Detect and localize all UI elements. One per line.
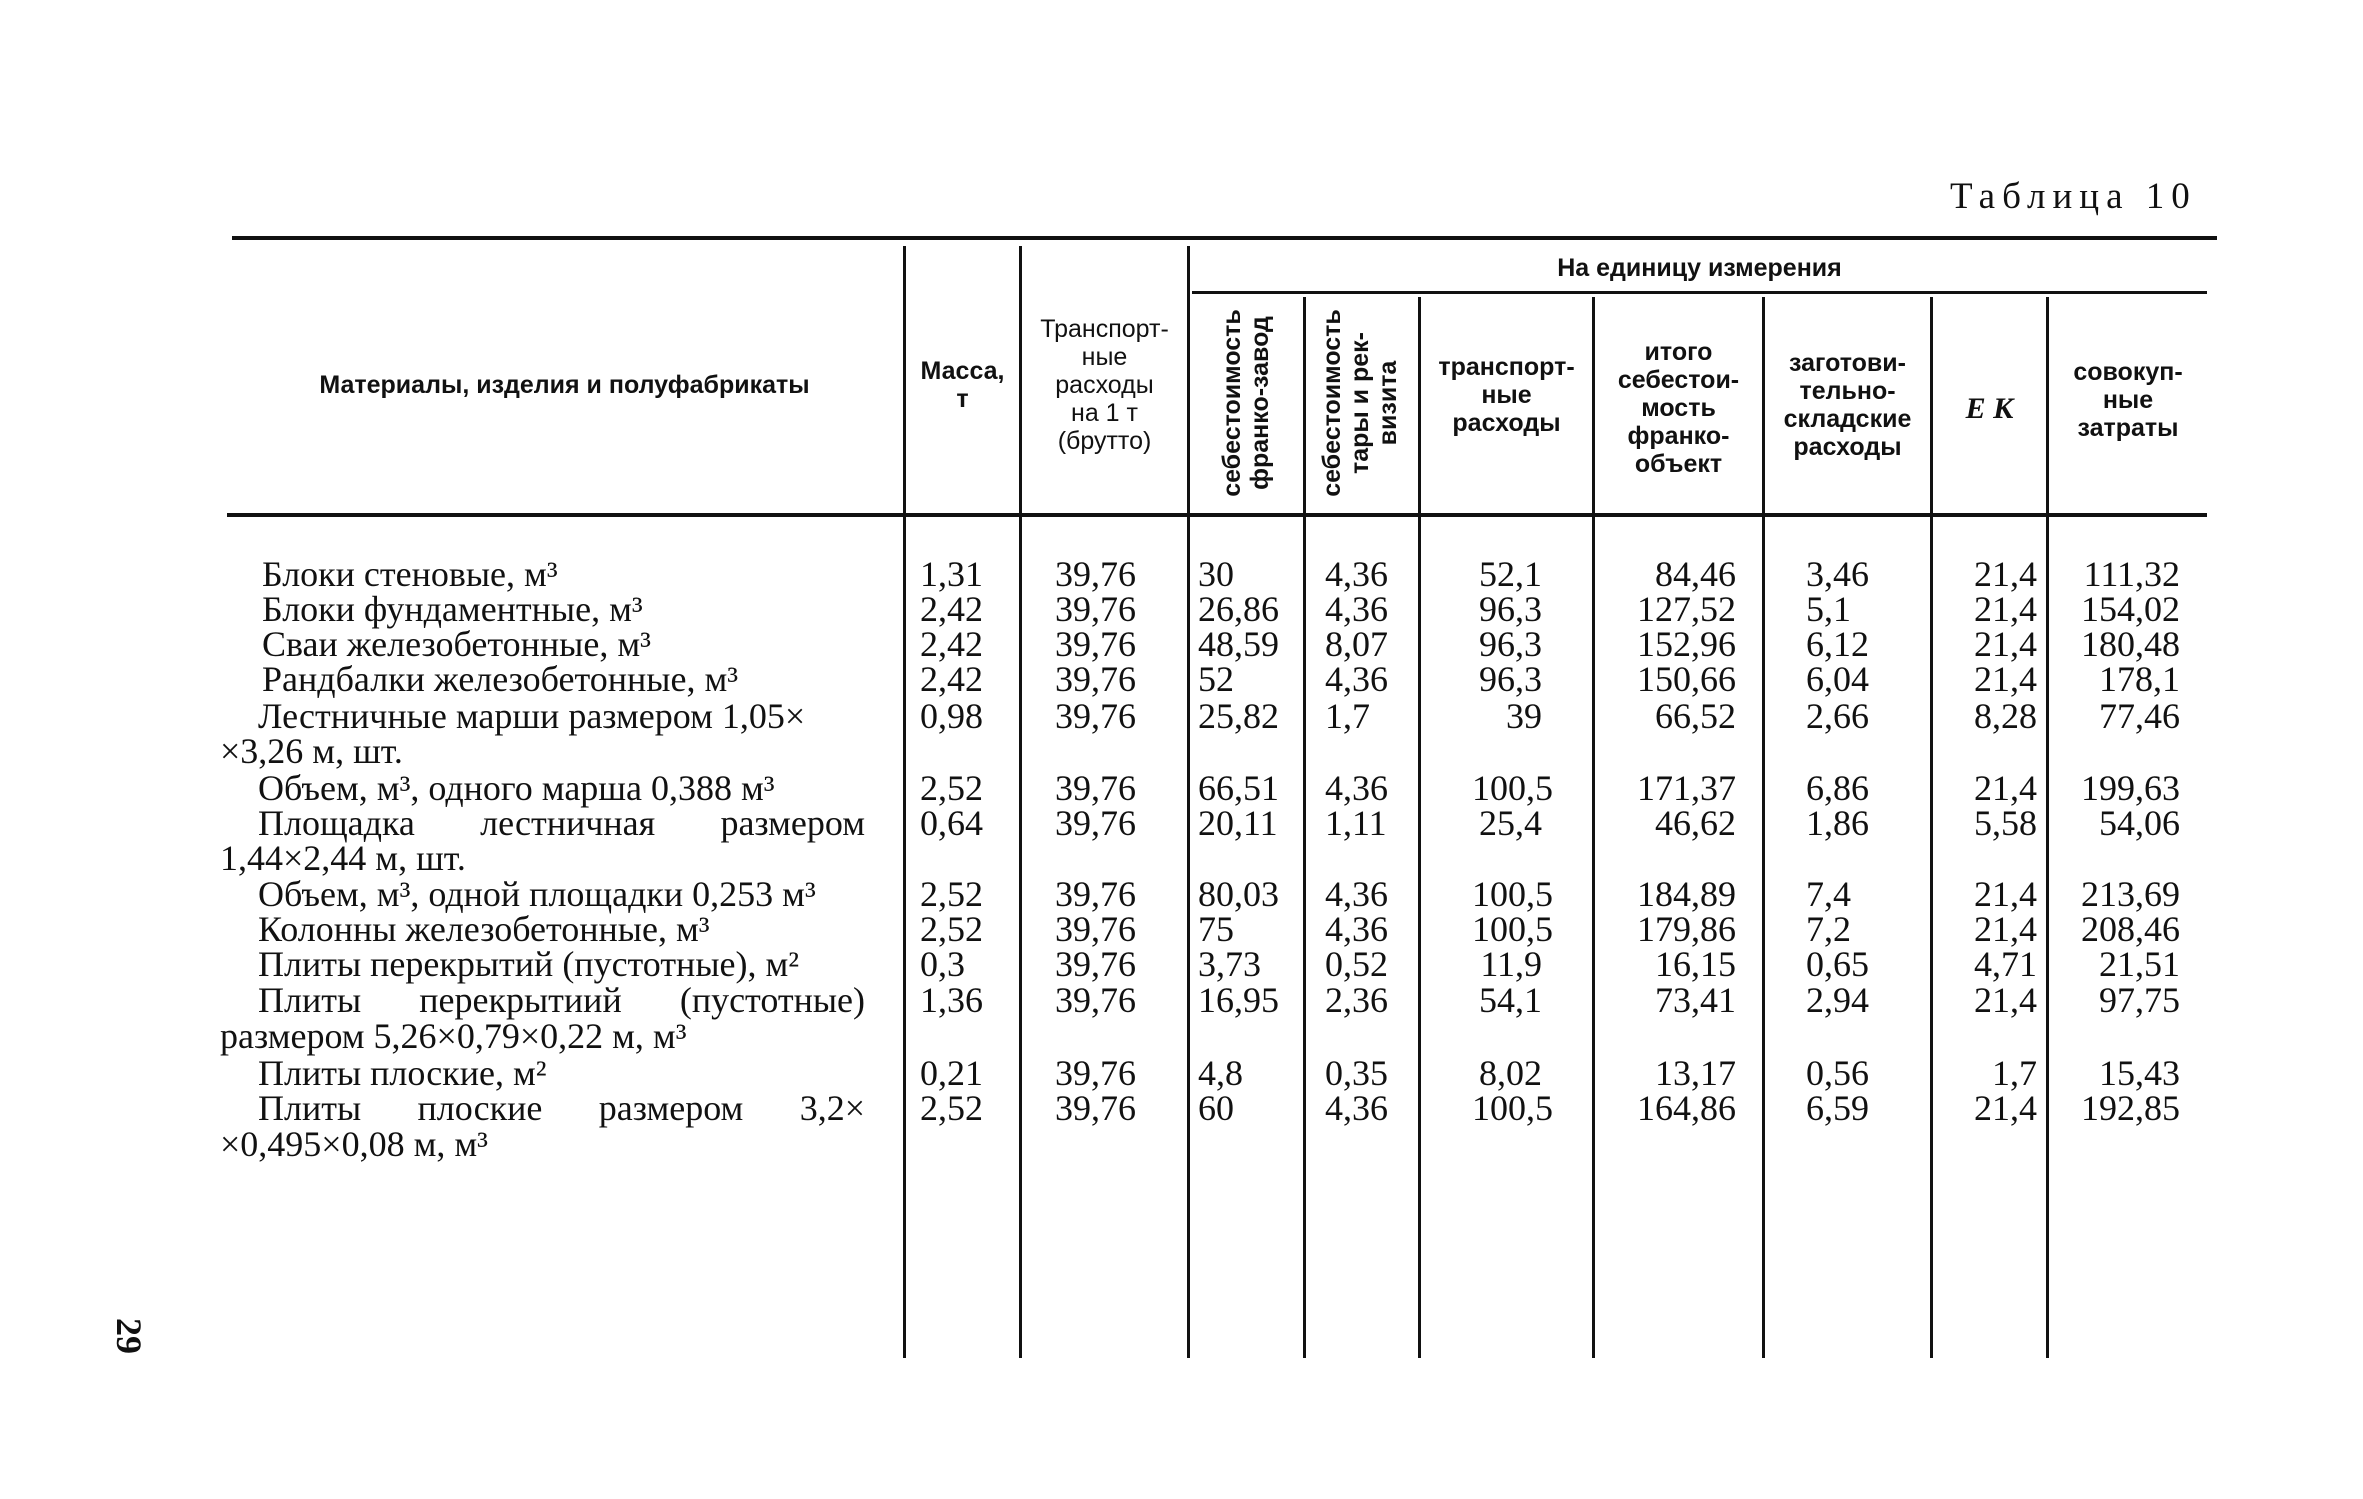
cell-franco-plant: 16,95: [1198, 980, 1279, 1020]
cell-procurement: 5,1: [1806, 589, 1851, 629]
header-ek: Е К: [1965, 392, 2014, 425]
cell-ek: 21,4: [1974, 980, 2037, 1020]
header-bottom-rule: [227, 513, 2207, 517]
material-name: Плиты плоские, м²: [258, 1053, 547, 1093]
cell-transport-per-ton: 39,76: [1055, 1088, 1136, 1128]
cell-transport: 96,3: [1479, 659, 1542, 699]
cell-ek: 21,4: [1974, 768, 2037, 808]
cell-franco-plant: 30: [1198, 554, 1234, 594]
cell-total: 180,48: [2081, 624, 2180, 664]
cell-mass: 1,31: [920, 554, 983, 594]
material-name: Блоки стеновые, м³: [262, 554, 558, 594]
cell-franco-plant: 4,8: [1198, 1053, 1243, 1093]
cell-transport: 11,9: [1480, 944, 1542, 984]
cell-transport-per-ton: 39,76: [1055, 980, 1136, 1020]
cell-franco-plant: 80,03: [1198, 874, 1279, 914]
cell-transport: 52,1: [1479, 554, 1542, 594]
cell-transport-per-ton: 39,76: [1055, 589, 1136, 629]
cell-ek: 21,4: [1974, 624, 2037, 664]
cell-procurement: 2,66: [1806, 696, 1869, 736]
cell-ek: 21,4: [1974, 659, 2037, 699]
cell-tare: 4,36: [1325, 589, 1388, 629]
header-materials: Материалы, изделия и полуфабрикаты: [319, 371, 810, 399]
cell-tare: 1,11: [1325, 803, 1387, 843]
cell-mass: 2,42: [920, 589, 983, 629]
cell-transport: 25,4: [1479, 803, 1542, 843]
cell-ek: 21,4: [1974, 909, 2037, 949]
cell-mass: 2,52: [920, 874, 983, 914]
header-total-cost-franco-object: итого себестои- мость франко- объект: [1617, 337, 1740, 478]
cell-ek: 21,4: [1974, 589, 2037, 629]
material-name: Плиты плоские размером 3,2×: [258, 1088, 865, 1128]
cell-tare: 1,7: [1325, 696, 1370, 736]
cell-transport: 100,5: [1472, 768, 1553, 808]
cell-mass: 0,21: [920, 1053, 983, 1093]
cell-franco-plant: 66,51: [1198, 768, 1279, 808]
cell-ek: 21,4: [1974, 1088, 2037, 1128]
material-name: Лестничные марши размером 1,05×: [258, 696, 806, 736]
cell-tare: 4,36: [1325, 659, 1388, 699]
cell-transport: 100,5: [1472, 909, 1553, 949]
header-transport-per-ton: Транспорт- ные расходы на 1 т (брутто): [1040, 315, 1169, 455]
cell-total-franco-object: 13,17: [1655, 1053, 1736, 1093]
cell-franco-plant: 48,59: [1198, 624, 1279, 664]
page-number: 29: [109, 1318, 149, 1354]
cell-transport: 8,02: [1479, 1053, 1542, 1093]
cell-ek: 5,58: [1974, 803, 2037, 843]
cell-total-franco-object: 84,46: [1655, 554, 1736, 594]
cell-total: 54,06: [2099, 803, 2180, 843]
cell-ek: 4,71: [1974, 944, 2037, 984]
col-divider: [1930, 297, 1933, 1358]
cell-transport-per-ton: 39,76: [1055, 554, 1136, 594]
cell-mass: 1,36: [920, 980, 983, 1020]
cell-mass: 0,64: [920, 803, 983, 843]
cell-franco-plant: 52: [1198, 659, 1234, 699]
material-name-cont: размером 5,26×0,79×0,22 м, м³: [220, 1016, 687, 1056]
cell-total-franco-object: 127,52: [1637, 589, 1736, 629]
cell-procurement: 1,86: [1806, 803, 1869, 843]
cell-total-franco-object: 150,66: [1637, 659, 1736, 699]
cell-franco-plant: 25,82: [1198, 696, 1279, 736]
material-name-cont: 1,44×2,44 м, шт.: [220, 838, 466, 878]
cell-total: 111,32: [2083, 554, 2180, 594]
cell-ek: 8,28: [1974, 696, 2037, 736]
cell-tare: 8,07: [1325, 624, 1388, 664]
cell-procurement: 7,4: [1806, 874, 1851, 914]
cell-franco-plant: 3,73: [1198, 944, 1261, 984]
cell-transport-per-ton: 39,76: [1055, 1053, 1136, 1093]
cell-transport: 96,3: [1479, 589, 1542, 629]
cell-total-franco-object: 179,86: [1637, 909, 1736, 949]
cell-franco-plant: 60: [1198, 1088, 1234, 1128]
cell-ek: 1,7: [1992, 1053, 2037, 1093]
cell-transport: 100,5: [1472, 1088, 1553, 1128]
cell-mass: 2,52: [920, 1088, 983, 1128]
cell-procurement: 6,12: [1806, 624, 1869, 664]
material-name-cont: ×0,495×0,08 м, м³: [220, 1124, 488, 1164]
cell-tare: 0,52: [1325, 944, 1388, 984]
cell-procurement: 0,65: [1806, 944, 1869, 984]
cell-mass: 0,3: [920, 944, 965, 984]
cell-tare: 4,36: [1325, 768, 1388, 808]
cell-transport: 96,3: [1479, 624, 1542, 664]
cell-transport: 54,1: [1479, 980, 1542, 1020]
cell-ek: 21,4: [1974, 554, 2037, 594]
cell-mass: 2,52: [920, 768, 983, 808]
cell-franco-plant: 20,11: [1198, 803, 1278, 843]
col-divider: [1418, 297, 1421, 1358]
material-name: Колонны железобетонные, м³: [258, 909, 710, 949]
cell-franco-plant: 26,86: [1198, 589, 1279, 629]
cell-total-franco-object: 66,52: [1655, 696, 1736, 736]
cell-total-franco-object: 46,62: [1655, 803, 1736, 843]
cell-total: 199,63: [2081, 768, 2180, 808]
table-title: Таблица 10: [1950, 176, 2197, 217]
material-name: Площадка лестничная размером: [258, 803, 865, 843]
material-name: Плиты перекрытиий (пустотные): [258, 980, 865, 1020]
cell-transport-per-ton: 39,76: [1055, 803, 1136, 843]
header-cost-tare: себестоимость тары и рек- визита: [1318, 309, 1402, 497]
cell-tare: 4,36: [1325, 554, 1388, 594]
header-mass: Масса, т: [920, 357, 1005, 413]
header-procurement-storage: заготови- тельно- складские расходы: [1783, 349, 1912, 461]
cell-procurement: 6,59: [1806, 1088, 1869, 1128]
cell-total-franco-object: 171,37: [1637, 768, 1736, 808]
col-divider: [1187, 246, 1190, 1358]
cell-total-franco-object: 73,41: [1655, 980, 1736, 1020]
cell-transport-per-ton: 39,76: [1055, 768, 1136, 808]
cell-total: 97,75: [2099, 980, 2180, 1020]
cell-procurement: 0,56: [1806, 1053, 1869, 1093]
header-cost-franco-plant: себестоимость франко-завод: [1218, 309, 1274, 497]
cell-total: 213,69: [2081, 874, 2180, 914]
cell-total-franco-object: 16,15: [1655, 944, 1736, 984]
cell-transport-per-ton: 39,76: [1055, 659, 1136, 699]
cell-procurement: 6,04: [1806, 659, 1869, 699]
cell-total: 21,51: [2099, 944, 2180, 984]
cell-tare: 4,36: [1325, 1088, 1388, 1128]
cell-transport-per-ton: 39,76: [1055, 909, 1136, 949]
cell-procurement: 7,2: [1806, 909, 1851, 949]
cell-transport-per-ton: 39,76: [1055, 624, 1136, 664]
cell-mass: 2,42: [920, 659, 983, 699]
cell-procurement: 6,86: [1806, 768, 1869, 808]
per-unit-rule: [1192, 291, 2207, 294]
material-name-cont: ×3,26 м, шт.: [220, 731, 403, 771]
cell-mass: 0,98: [920, 696, 983, 736]
cell-total: 192,85: [2081, 1088, 2180, 1128]
cell-franco-plant: 75: [1198, 909, 1234, 949]
cell-tare: 4,36: [1325, 909, 1388, 949]
cell-transport-per-ton: 39,76: [1055, 944, 1136, 984]
cell-procurement: 2,94: [1806, 980, 1869, 1020]
material-name: Рандбалки железобетонные, м³: [262, 659, 739, 699]
cell-mass: 2,52: [920, 909, 983, 949]
top-rule: [232, 236, 2217, 240]
col-divider: [2046, 297, 2049, 1358]
cell-transport-per-ton: 39,76: [1055, 874, 1136, 914]
cell-total-franco-object: 152,96: [1637, 624, 1736, 664]
header-transport: транспорт- ные расходы: [1438, 353, 1575, 437]
cell-transport-per-ton: 39,76: [1055, 696, 1136, 736]
cell-transport: 39: [1506, 696, 1542, 736]
cell-procurement: 3,46: [1806, 554, 1869, 594]
col-divider: [1303, 297, 1306, 1358]
material-name: Объем, м³, одного марша 0,388 м³: [258, 768, 775, 808]
cell-total: 15,43: [2099, 1053, 2180, 1093]
material-name: Блоки фундаментные, м³: [262, 589, 643, 629]
cell-total: 178,1: [2099, 659, 2180, 699]
cell-tare: 4,36: [1325, 874, 1388, 914]
material-name: Объем, м³, одной площадки 0,253 м³: [258, 874, 816, 914]
header-total-expenses: совокуп- ные затраты: [2073, 358, 2183, 442]
cell-total: 154,02: [2081, 589, 2180, 629]
cell-transport: 100,5: [1472, 874, 1553, 914]
cell-mass: 2,42: [920, 624, 983, 664]
header-per-unit: На единицу измерения: [1557, 254, 1842, 282]
cell-tare: 0,35: [1325, 1053, 1388, 1093]
cell-total-franco-object: 164,86: [1637, 1088, 1736, 1128]
cell-total: 208,46: [2081, 909, 2180, 949]
cell-tare: 2,36: [1325, 980, 1388, 1020]
cell-total-franco-object: 184,89: [1637, 874, 1736, 914]
material-name: Сваи железобетонные, м³: [262, 624, 651, 664]
cell-total: 77,46: [2099, 696, 2180, 736]
cell-ek: 21,4: [1974, 874, 2037, 914]
material-name: Плиты перекрытий (пустотные), м²: [258, 944, 800, 984]
